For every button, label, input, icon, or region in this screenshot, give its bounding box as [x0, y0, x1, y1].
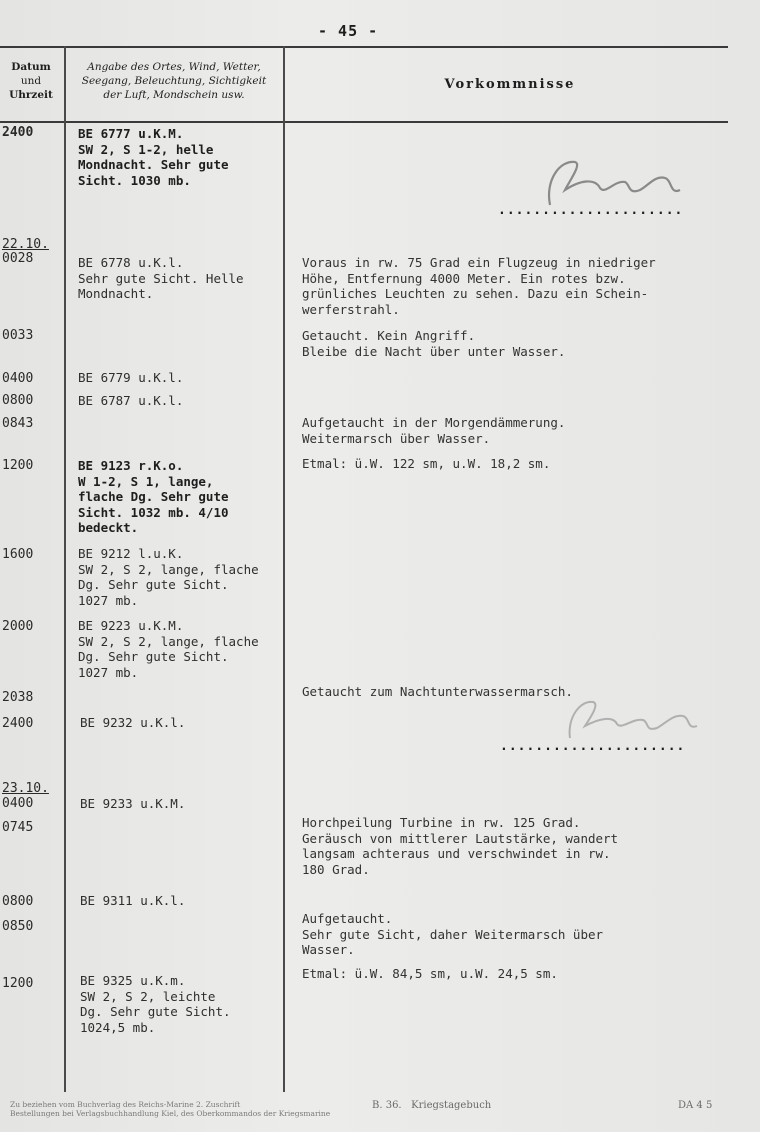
- column-divider-1: [64, 46, 66, 1092]
- footer-reference: DA 4 5: [678, 1100, 713, 1111]
- position-entry: BE 9212 l.u.K. SW 2, S 2, lange, flache Dg. Sehr gute Sicht. 1027 mb.: [78, 546, 259, 608]
- header-location-weather: [66, 60, 282, 102]
- time-entry: 0843: [2, 416, 34, 431]
- time-entry: 1600: [2, 547, 34, 562]
- header-vorkommnisse: Vorkommnisse: [444, 77, 576, 92]
- header-col1-line1: Datum: [11, 61, 51, 73]
- date-22-10: 22.10.: [2, 237, 49, 252]
- time-entry: 2400: [2, 716, 34, 731]
- header-top-rule: [0, 46, 728, 48]
- header-col2-line3: der Luft, Mondschein usw.: [103, 89, 245, 101]
- footer-form-id: B. 36. Kriegstagebuch: [372, 1100, 492, 1111]
- time-entry: 0400: [2, 371, 34, 386]
- time-entry: 0800: [2, 894, 34, 909]
- position-entry: BE 6777 u.K.M. SW 2, S 1-2, helle Mondnacht. Sehr gute Sicht. 1030 mb.: [78, 126, 229, 188]
- header-col2-line1: Angabe des Ortes, Wind, Wetter,: [87, 61, 261, 73]
- event-entry: Horchpeilung Turbine in rw. 125 Grad. Geräusch von mittlerer Lautstärke, wandert langsam achteraus und verschwindet in rw. 180 Grad.: [302, 815, 619, 877]
- position-entry: BE 9223 u.K.M. SW 2, S 2, lange, flache Dg. Sehr gute Sicht. 1027 mb.: [78, 618, 259, 680]
- header-datum-uhrzeit: [0, 60, 62, 102]
- position-entry: BE 9232 u.K.l.: [80, 715, 186, 730]
- time-entry: 0745: [2, 820, 34, 835]
- position-entry: BE 9311 u.K.l.: [80, 893, 186, 908]
- time-entry: 0800: [2, 393, 34, 408]
- header-col2-line2: Seegang, Beleuchtung, Sichtigkeit: [81, 75, 267, 87]
- header-bottom-rule: [0, 121, 728, 123]
- time-entry: 1200: [2, 976, 34, 991]
- position-entry: BE 9233 u.K.M.: [80, 796, 186, 811]
- position-entry: BE 6778 u.K.l. Sehr gute Sicht. Helle Mondnacht.: [78, 255, 244, 301]
- event-entry: Voraus in rw. 75 Grad ein Flugzeug in niedriger Höhe, Entfernung 4000 Meter. Ein rotes bzw. grünliches Leuchten zu sehen. Dazu ein Schein- werferstrahl.: [302, 255, 656, 317]
- event-entry: Aufgetaucht in der Morgendämmerung. Weitermarsch über Wasser.: [302, 415, 566, 446]
- footer-publisher-note: Zu beziehen vom Buchverlag des Reichs-Marine 2. Zuschrift Bestellungen bei Verlagsbuchhandlung Kiel, des Oberkommandos der Kriegsmarine: [10, 1100, 331, 1118]
- time-entry: 0033: [2, 328, 34, 343]
- signature-dotted-line-2: .....................: [500, 739, 686, 754]
- signature-dotted-line-1: .....................: [498, 203, 684, 218]
- time-entry: 2400: [2, 125, 34, 140]
- position-entry: BE 6779 u.K.l.: [78, 370, 184, 385]
- date-23-10: 23.10.: [2, 781, 49, 796]
- time-entry: 0400: [2, 796, 34, 811]
- position-entry: BE 6787 u.K.l.: [78, 393, 184, 408]
- time-entry: 2038: [2, 690, 34, 705]
- time-entry: 0850: [2, 919, 34, 934]
- position-entry: BE 9123 r.K.o. W 1-2, S 1, lange, flache Dg. Sehr gute Sicht. 1032 mb. 4/10 bedeckt.: [78, 458, 229, 535]
- page-number: - 45 -: [318, 22, 379, 40]
- position-entry: BE 9325 u.K.m. SW 2, S 2, leichte Dg. Sehr gute Sicht. 1024,5 mb.: [80, 973, 231, 1035]
- event-entry: Etmal: ü.W. 84,5 sm, u.W. 24,5 sm.: [302, 966, 558, 981]
- event-entry: Aufgetaucht. Sehr gute Sicht, daher Weitermarsch über Wasser.: [302, 911, 604, 957]
- header-col1-line2: und: [20, 75, 42, 87]
- header-col1-line3: Uhrzeit: [9, 89, 53, 101]
- event-entry: Getaucht zum Nachtunterwassermarsch.: [302, 684, 573, 699]
- event-entry: Etmal: ü.W. 122 sm, u.W. 18,2 sm.: [302, 456, 551, 471]
- time-entry: 1200: [2, 458, 34, 473]
- time-entry: 0028: [2, 251, 34, 266]
- time-entry: 2000: [2, 619, 34, 634]
- event-entry: Getaucht. Kein Angriff. Bleibe die Nacht über unter Wasser.: [302, 328, 566, 359]
